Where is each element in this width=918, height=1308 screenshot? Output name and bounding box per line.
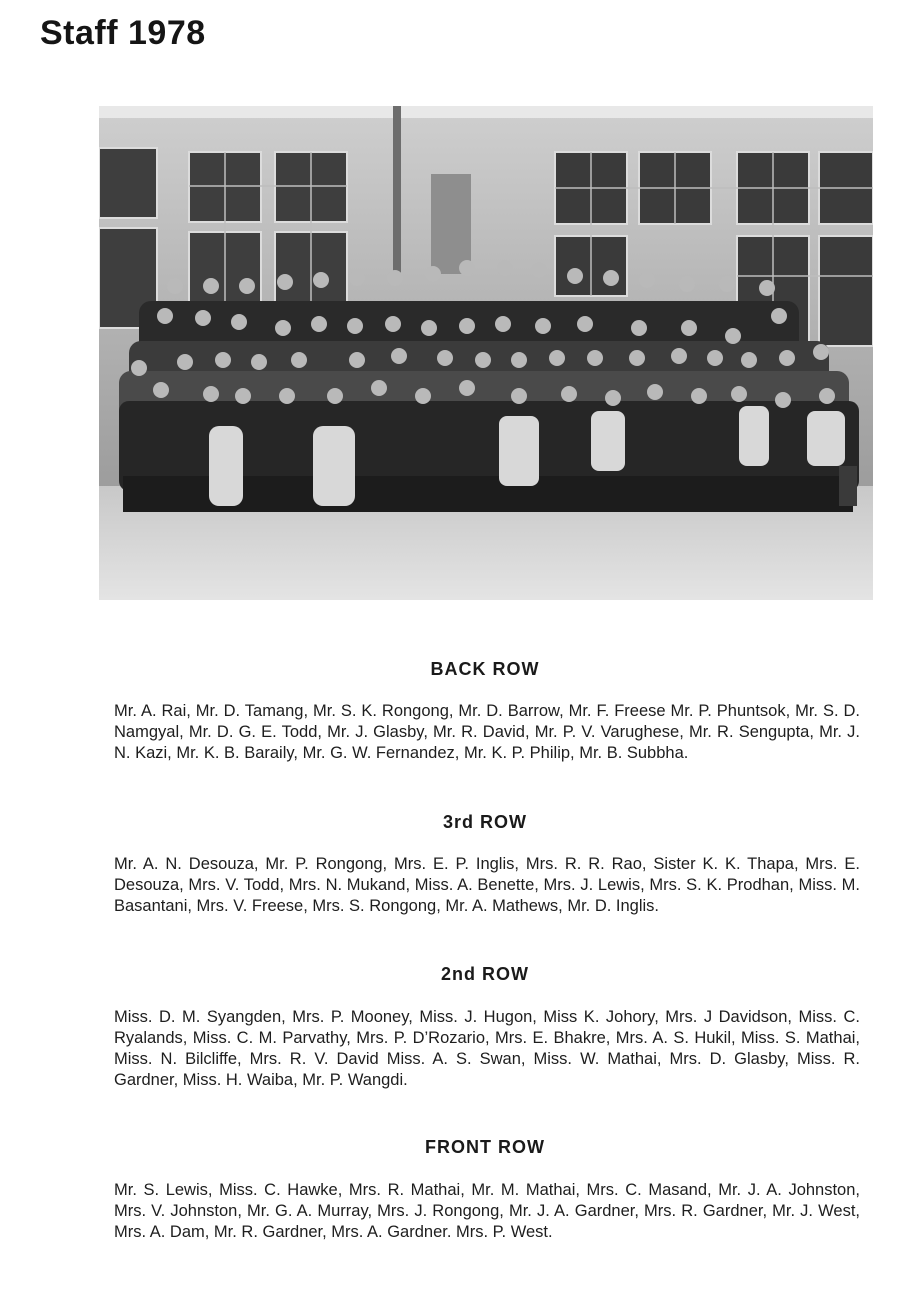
drain-pipe — [393, 106, 401, 281]
page-title: Staff 1978 — [40, 14, 206, 52]
staff-group-photo — [99, 106, 873, 600]
front-row-heading: FRONT ROW — [425, 1137, 545, 1157]
third-row-heading: 3rd ROW — [442, 812, 527, 832]
staff-rows — [119, 301, 859, 512]
third-row-names: Mr. A. N. Desouza, Mr. P. Rongong, Mrs. E. P. Inglis, Mrs. R. R. Rao, Sister K. K. Thapa, Mrs. E. Desouza, Mrs. V. Todd, Mrs. N. Mukand, Miss. A. Benette, Mrs. J. Lewis, Mrs. S. K. Prodhan, Miss. M. Basantani, Mrs. V. Freese, Mrs. S. Rongong, Mr. A. Mathews, Mr. D. Inglis. — [114, 855, 860, 915]
brick-panel — [431, 174, 471, 274]
second-row-names: Miss. D. M. Syangden, Mrs. P. Mooney, Miss. J. Hugon, Miss K. Johory, Mrs. J Davidson, Miss. C. Ryalands, Miss. C. M. Parvathy, Mrs. P. D’Rozario, Mrs. E. Bhakre, Mrs. A. S. Hukil, Miss. S. Mathai, Miss. N. Bilcliffe, Mrs. R. V. David Miss. A. S. Swan, Miss. W. Mathai, Mrs. D. Glasby, Miss. R. Gardner, Miss. H. Waiba, Mr. P. Wangdi. — [114, 1008, 860, 1089]
back-row-names: Mr. A. Rai, Mr. D. Tamang, Mr. S. K. Rongong, Mr. D. Barrow, Mr. F. Freese Mr. P. Phuntsok, Mr. S. D. Namgyal, Mr. D. G. E. Todd, Mr. J. Glasby, Mr. R. David, Mr. P. V. Varughese, Mr. R. Sengupta, Mr. J. N. Kazi, Mr. K. B. Baraily, Mr. G. W. Fernandez, Mr. K. P. Philip, Mr. B. Subbha. — [114, 702, 860, 762]
back-row-heading: BACK ROW — [430, 659, 540, 679]
second-row-heading: 2nd ROW — [441, 964, 529, 984]
front-row-names: Mr. S. Lewis, Miss. C. Hawke, Mrs. R. Mathai, Mr. M. Mathai, Mrs. C. Masand, Mr. J. A. Johnston, Mrs. V. Johnston, Mr. G. A. Murray, Mrs. J. Rongong, Mr. J. A. Gardner, Mrs. R. Gardner, Mr. J. West, Mrs. A. Dam, Mr. R. Gardner, Mrs. A. Gardner. Mrs. P. West. — [114, 1181, 860, 1241]
